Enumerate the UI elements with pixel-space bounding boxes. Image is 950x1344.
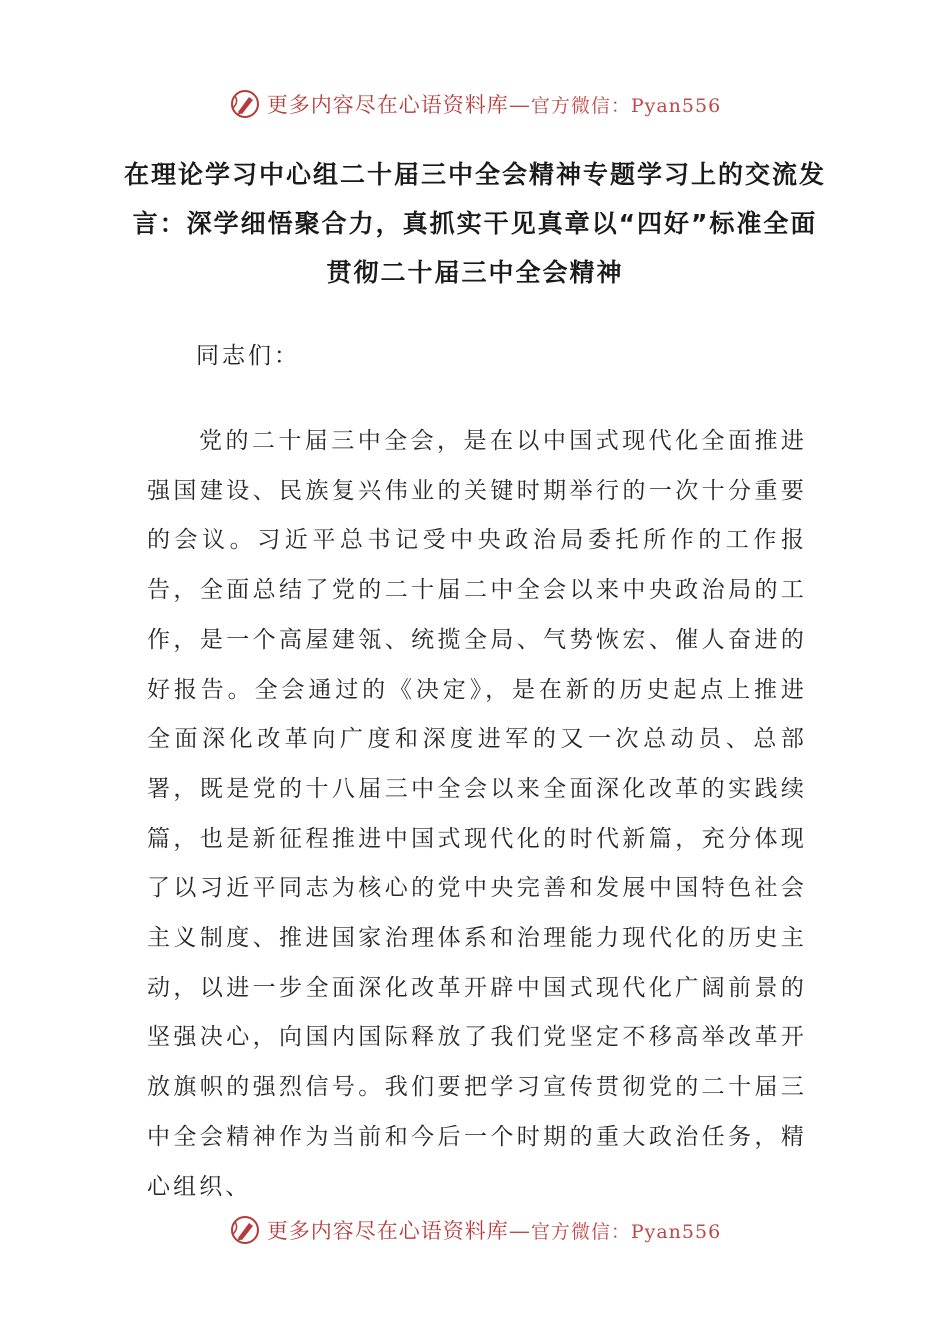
body-paragraph: 党的二十届三中全会，是在以中国式现代化全面推进强国建设、民族复兴伟业的关键时期举行的一次十分重要的会议。习近平总书记受中央政治局委托所作的工作报告，全面总结了党的二十届二中全会以来中央政治局的工作，是一个高屋建瓴、统揽全局、气势恢宏、催人奋进的好报告。全会通过的《决定》，是在新的历史起点上推进全面深化改革向广度和深度进军的又一次总动员、总部署，既是党的十八届三中全会以来全面深化改革的实践续篇，也是新征程推进中国式现代化的时代新篇，充分体现了以习近平同志为核心的党中央完善和发展中国特色社会主义制度、推进国家治理体系和治理能力现代化的历史主动，以进一步全面深化改革开辟中国式现代化广阔前景的坚强决心，向国内国际释放了我们党坚定不移高举改革开放旗帜的强烈信号。我们要把学习宣传贯彻党的二十届三中全会精神作为当前和今后一个时期的重大政治任务，精心组织、 (147, 428, 807, 1200)
banner-text (267, 89, 721, 119)
footer-banner (0, 1210, 950, 1250)
banner-contact-id: Pyan556 (630, 1221, 722, 1243)
header-banner (0, 84, 950, 124)
banner-contact-label: 官方微信： (530, 95, 631, 117)
banner-dash: — (508, 93, 531, 117)
salutation: 同志们： (196, 343, 300, 369)
banner-contact-label: 官方微信： (530, 1221, 631, 1243)
pen-nib-icon (229, 88, 261, 120)
banner-dash: — (508, 1219, 531, 1243)
banner-text (267, 1215, 721, 1245)
banner-main: 更多内容尽在心语资料库 (266, 1219, 509, 1243)
pen-nib-icon (229, 1214, 261, 1246)
document-title: 在理论学习中心组二十届三中全会精神专题学习上的交流发言：深学细悟聚合力，真抓实干见真章以“四好”标准全面贯彻二十届三中全会精神 (123, 160, 826, 287)
banner-contact-id: Pyan556 (630, 95, 722, 117)
banner-main: 更多内容尽在心语资料库 (266, 93, 509, 117)
